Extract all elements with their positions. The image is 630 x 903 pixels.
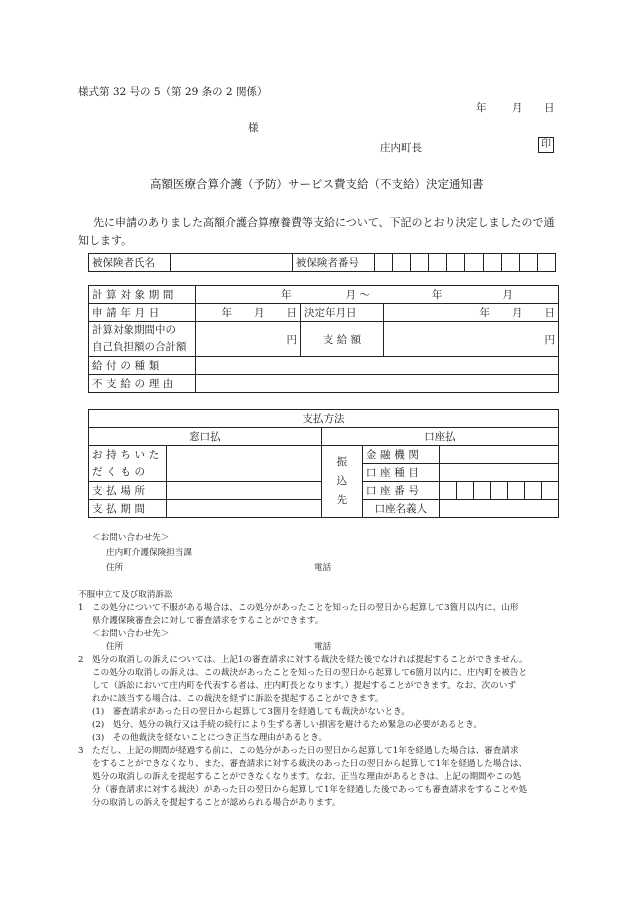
contact-heading: ＜お問い合わせ先＞	[92, 533, 170, 543]
seal-stamp: 印	[538, 137, 554, 153]
benefit-type-label: 給付の種類	[89, 357, 196, 375]
payment-place-field[interactable]	[166, 482, 321, 500]
account-holder-label: 口座名義人	[362, 500, 439, 518]
date-month-label: 月	[512, 102, 523, 114]
appeal-p1-address: 住所	[106, 642, 124, 652]
period-year-1: 年	[281, 289, 292, 301]
copay-label	[89, 322, 196, 357]
issuer-name: 庄内町長	[380, 142, 422, 154]
document-title: 高額医療合算介護（予防）サービス費支給（不支給）決定通知書	[150, 177, 484, 191]
transfer-destination-label	[321, 446, 362, 518]
copay-label-line-1: 計算対象期間中の	[92, 324, 176, 336]
payment-amount-label: 支 給 額	[301, 322, 384, 357]
period-month-1: 月 〜	[345, 289, 370, 301]
payment-method-table	[88, 409, 559, 518]
bank-label: 金融機関	[362, 446, 439, 464]
addressee-suffix: 様	[248, 122, 259, 134]
appeal-p1-line-1: 1 この処分について不服がある場合は、この処分があったことを知った日の翌日から起算して3箇月以内に、山形	[78, 603, 519, 613]
copay-unit: 円	[286, 333, 297, 346]
transfer-char-1: 振	[336, 456, 348, 468]
apply-month: 月	[254, 307, 265, 319]
period-month-2: 月	[502, 289, 513, 301]
payment-period-label: 支払期間	[89, 500, 167, 518]
intro-line-2: 知します。	[78, 234, 133, 247]
insured-number-digit[interactable]	[447, 254, 465, 272]
decision-month: 月	[512, 307, 523, 319]
appeal-p2-item-3: (3) その他裁決を経ないことにつき正当な理由があるとき。	[92, 733, 328, 743]
appeal-p3-line-2: をすることができなくなり、また、審査請求に対する裁決のあった日の翌日から起算して1年を経過した場合は、	[92, 759, 528, 769]
insured-number-digit[interactable]	[465, 254, 483, 272]
apply-year: 年	[221, 307, 232, 319]
account-digit[interactable]	[490, 482, 507, 499]
insured-name-field[interactable]	[171, 254, 293, 272]
transfer-char-3: 先	[336, 494, 348, 506]
payment-unit: 円	[544, 333, 555, 346]
account-number-field[interactable]	[439, 482, 558, 500]
insured-number-digit[interactable]	[501, 254, 519, 272]
appeal-p3-line-4: 分（審査請求に対する裁決）があった日の翌日から起算して1年を経過した後であっても審査請求をすることや処	[92, 785, 527, 795]
form-number: 様式第 32 号の 5（第 29 条の 2 関係）	[78, 86, 268, 98]
appeal-p2-line-3: して（訴訟において庄内町を代表する者は、庄内町長となります。）提起することができます。なお、次のいず	[92, 681, 517, 691]
account-digit[interactable]	[473, 482, 490, 499]
appeal-p1-line-2: 県介護保険審査会に対して審査請求をすることができます。	[92, 616, 324, 626]
date-day-label: 日	[544, 102, 555, 114]
account-digit[interactable]	[440, 482, 457, 499]
account-digit[interactable]	[456, 482, 473, 499]
decision-table	[88, 285, 559, 393]
transfer-char-2: 込	[336, 475, 348, 487]
copay-amount-field[interactable]	[196, 322, 301, 357]
insured-table	[88, 253, 556, 272]
copay-label-line-2: 自己負担額の合計額	[92, 341, 187, 353]
account-type-label: 口座種目	[362, 464, 439, 482]
account-type-field[interactable]	[439, 464, 558, 482]
insured-number-digit[interactable]	[392, 254, 410, 272]
bring-items-label	[89, 446, 167, 482]
period-label: 計算対象期間	[89, 286, 196, 304]
appeal-p2-line-2: この処分の取消しの訴えは、この裁決があったことを知った日の翌日から起算して6箇月以内に、庄内町を被告と	[92, 668, 528, 678]
insured-number-digit[interactable]	[519, 254, 537, 272]
intro-line-1: 先に申請のありました高額介護合算療養費等支給について、下記のとおり決定しましたので通	[93, 216, 555, 229]
account-digit[interactable]	[541, 482, 558, 499]
decision-day: 日	[544, 307, 555, 319]
apply-date-label: 申請年月日	[89, 304, 196, 322]
contact-address-label: 住所	[106, 563, 124, 573]
account-number-label: 口座番号	[362, 482, 439, 500]
date-year-label: 年	[476, 102, 487, 114]
appeal-p2-item-2: (2) 処分、処分の執行又は手続の続行により生ずる著しい損害を避けるため緊急の必要があるとき。	[92, 720, 482, 730]
apply-date-field[interactable]	[196, 304, 301, 322]
account-payment-header: 口座払	[321, 428, 558, 446]
insured-name-label: 被保険者氏名	[89, 254, 171, 272]
bring-items-line-1: お持ちいた	[92, 448, 163, 461]
appeal-p2-line-1: 2 処分の取消しの訴えについては、上記1の審査請求に対する裁決を経た後でなければ提起することができません。	[78, 655, 528, 665]
appeal-p1-contact: ＜お問い合わせ先＞	[92, 629, 170, 639]
appeal-p3-line-1: 3 ただし、上記の期間が経過する前に、この処分があった日の翌日から起算して1年を経過した場合は、審査請求	[78, 746, 519, 756]
counter-payment-header: 窓口払	[89, 428, 322, 446]
period-year-2: 年	[431, 289, 443, 301]
payment-place-label: 支払場所	[89, 482, 167, 500]
insured-number-digit[interactable]	[411, 254, 429, 272]
appeal-p1-phone: 電話	[314, 642, 332, 652]
contact-phone-label: 電話	[314, 563, 332, 573]
period-field[interactable]	[196, 286, 559, 304]
bring-items-field[interactable]	[166, 446, 321, 482]
payment-period-field[interactable]	[166, 500, 321, 518]
benefit-type-field[interactable]	[196, 357, 559, 375]
decision-date-label: 決定年月日	[301, 304, 384, 322]
appeal-p3-line-3: 処分の取消しの訴えを提起することができなくなります。なお、正当な理由があるときは、上記の期間やこの処	[92, 772, 522, 782]
appeal-heading: 不服申立て及び取消訴訟	[78, 590, 173, 600]
account-holder-field[interactable]	[439, 500, 558, 518]
account-digit[interactable]	[507, 482, 524, 499]
contact-department: 庄内町介護保険担当課	[106, 548, 192, 558]
insured-number-digit[interactable]	[537, 254, 555, 272]
insured-number-digit[interactable]	[429, 254, 447, 272]
nonpayment-reason-field[interactable]	[196, 375, 559, 393]
insured-number-label: 被保険者番号	[292, 254, 374, 272]
payment-amount-field[interactable]	[384, 322, 559, 357]
decision-date-field[interactable]	[384, 304, 559, 322]
bank-field[interactable]	[439, 446, 558, 464]
account-number-boxes	[440, 482, 558, 499]
bring-items-line-2: だくもの	[92, 465, 149, 478]
appeal-p2-item-1: (1) 審査請求があった日の翌日から起算して3箇月を経過しても裁決がないとき。	[92, 707, 410, 717]
insured-number-digit[interactable]	[374, 254, 392, 272]
account-digit[interactable]	[524, 482, 541, 499]
apply-day: 日	[286, 307, 297, 319]
insured-number-digit[interactable]	[483, 254, 501, 272]
appeal-p2-line-4: れかに該当する場合は、この裁決を経ずに訴訟を提起することができます。	[92, 694, 384, 704]
nonpayment-reason-label: 不支給の理由	[89, 375, 196, 393]
appeal-p3-line-5: 分の取消しの訴えを提起することが認められる場合があります。	[92, 798, 341, 808]
payment-method-title: 支払方法	[89, 410, 559, 428]
decision-year: 年	[479, 307, 490, 319]
